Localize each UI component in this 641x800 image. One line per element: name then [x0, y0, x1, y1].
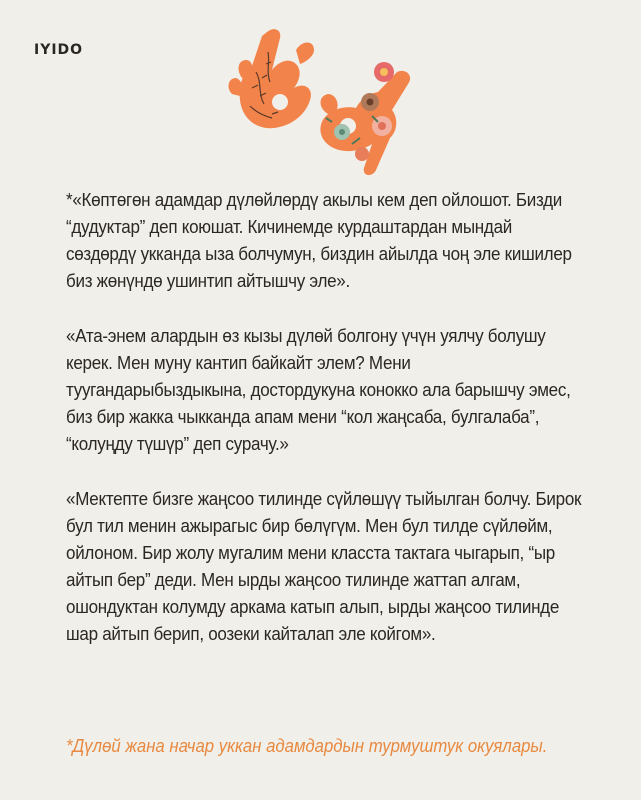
hands-ok-sign-with-flowers-icon: [222, 22, 422, 182]
paragraph-3: «Мектепте бизге жаңсоо тилинде сүйлөшүү тыйылган болчу. Бирок бул тил менин ажырагыс бир бөлүгүм. Мен бул тилде сүйлөйм, ойлоном. Бир жолу мугалим мени класста тактага чыгарып, “ыр айтып бер” деди. Мен ырды жаңсоо тилинде жаттап алгам, ошондуктан колумду аркама катып алып, ырды жаңсоо тилинде шар айтып берип, оозеки кайталап эле койгом».: [66, 488, 582, 644]
story-text: [66, 186, 586, 675]
paragraph-2: «Ата-энем алардын өз кызы дүлөй болгону үчүн уялчу болушу керек. Мен муну кантип байкайт элем? Мени туугандарыбыздыкына, достордукуна конокко ала барышчу эмес, биз бир жакка чыкканда апам мени “кол жаңсаба, булгалаба”, “колуңду түшүр” деп сурачу.»: [66, 325, 571, 454]
paragraph-1: *«Көптөгөн адамдар дүлөйлөрдү акылы кем деп ойлошот. Бизди “дудуктар” деп коюшат. Кичинемде курдаштардан мындай сөздөрдү укканда ыза болчумун, биздин айылда чоң эле кишилер биз жөнүндө ушинтип айтышчу эле».: [66, 189, 572, 291]
footnote: *Дүлөй жана начар уккан адамдардын турмуштук окуялары.: [66, 736, 548, 756]
left-hand-shape: [229, 29, 314, 128]
brand-logo: IYIDO: [34, 42, 84, 58]
